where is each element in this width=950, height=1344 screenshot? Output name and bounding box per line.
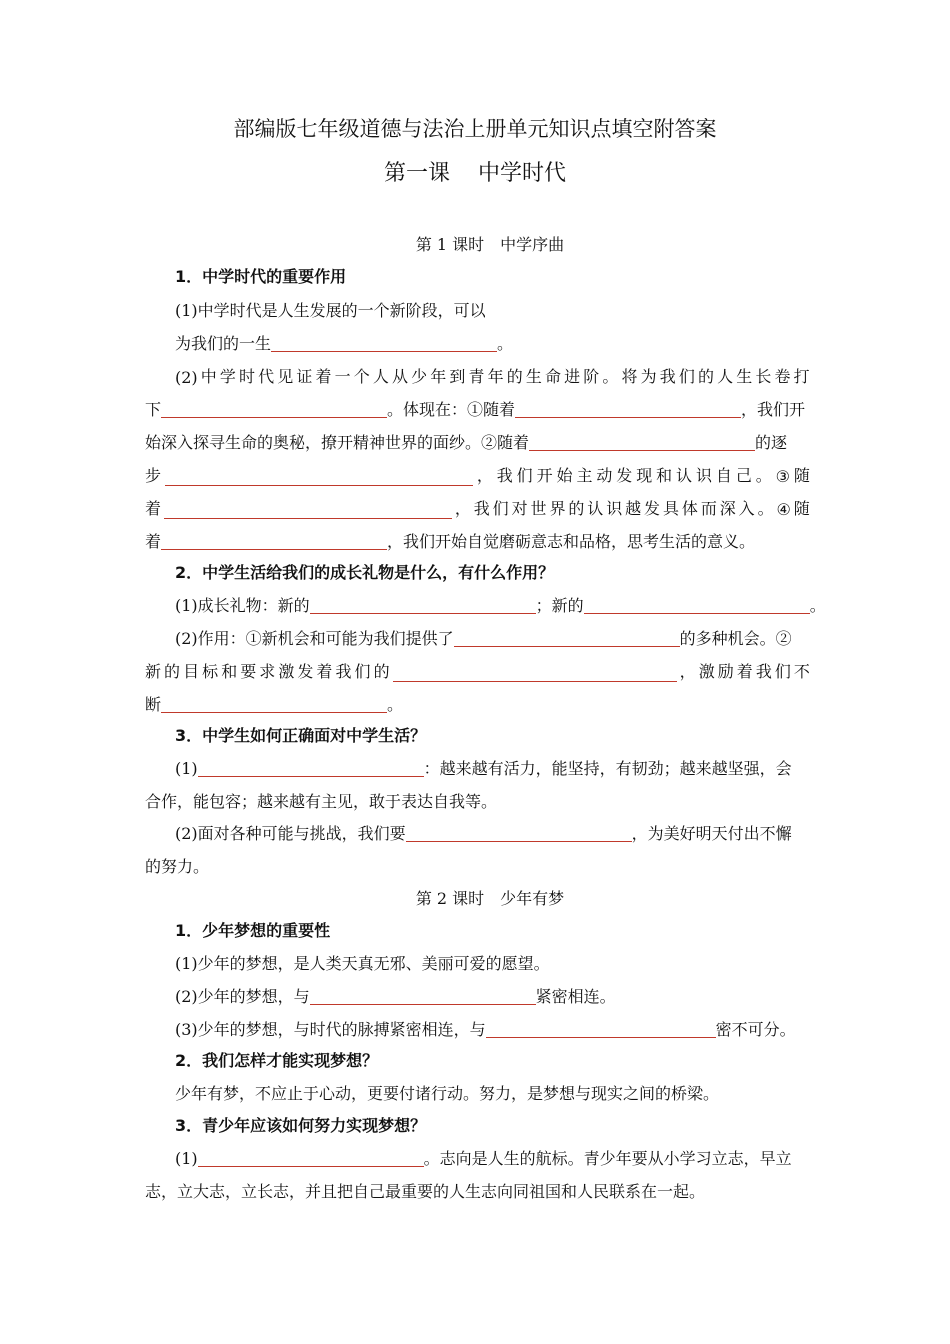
- fill-blank: [529, 434, 755, 451]
- fill-blank: [198, 1150, 424, 1167]
- fill-blank: [393, 665, 677, 682]
- fill-blank: [454, 630, 680, 647]
- fill-blank: [164, 502, 452, 519]
- fill-blank: [198, 760, 424, 777]
- paragraph-line: 着 ，我们开始自觉磨砺意志和品格，思考生活的意义。: [145, 532, 756, 551]
- question-heading: 1．少年梦想的重要性: [175, 921, 331, 940]
- paragraph-line: (1)中学时代是人生发展的一个新阶段，可以: [175, 301, 486, 320]
- paragraph-line: 志，立大志，立长志，并且把自己最重要的人生志向同祖国和人民联系在一起。: [145, 1182, 706, 1201]
- paragraph-line: 始深入探寻生命的奥秘，撩开精神世界的面纱。②随着 的逐: [145, 433, 788, 452]
- paragraph-line: 断 。: [145, 695, 404, 714]
- question-heading: 3．青少年应该如何努力实现梦想？: [175, 1116, 427, 1135]
- paragraph-line: 合作，能包容；越来越有主见，敢于表达自我等。: [145, 792, 498, 811]
- paragraph-line: (1)少年的梦想，是人类天真无邪、美丽可爱的愿望。: [175, 954, 550, 973]
- document-title: 部编版七年级道德与法治上册单元知识点填空附答案: [233, 117, 717, 141]
- fill-blank: [310, 597, 536, 614]
- fill-blank: [310, 988, 536, 1005]
- paragraph-line: 着 ， 我 们 对 世 界 的 认 识 越 发 具 体 而 深 入 。 ④ 随: [145, 499, 810, 519]
- fill-blank: [161, 533, 387, 550]
- question-heading: 3．中学生如何正确面对中学生活？: [175, 726, 427, 745]
- paragraph-line: (1)成长礼物：新的 ；新的 。: [175, 596, 826, 615]
- fill-blank: [584, 597, 810, 614]
- paragraph-line: (2)作用：①新机会和可能为我们提供了 的多种机会。②: [175, 629, 792, 648]
- paragraph-line: 少年有梦，不应止于心动，更要付诸行动。努力，是梦想与现实之间的桥梁。: [175, 1084, 720, 1103]
- paragraph-line: 的努力。: [145, 857, 210, 876]
- section-title-1: 第 1 课时 中学序曲: [415, 235, 565, 254]
- paragraph-line: 下 。体现在：①随着 ，我们开: [145, 400, 806, 419]
- question-heading: 2．中学生活给我们的成长礼物是什么，有什么作用？: [175, 563, 555, 582]
- paragraph-line: (1) ：越来越有活力，能坚持，有韧劲；越来越坚强，会: [175, 759, 792, 778]
- paragraph-line: (2)面对各种可能与挑战，我们要 ，为美好明天付出不懈: [175, 824, 792, 843]
- fill-blank: [161, 401, 387, 418]
- fill-blank: [515, 401, 741, 418]
- paragraph-line: (2) 中 学 时 代 见 证 着 一 个 人 从 少 年 到 青 年 的 生 命 进 阶 。 将 为 我 们 的 人 生 长 卷 打: [175, 367, 810, 387]
- section-title-2: 第 2 课时 少年有梦: [415, 889, 565, 908]
- fill-blank: [165, 469, 473, 486]
- fill-blank: [486, 1021, 716, 1038]
- paragraph-line: (1) 。志向是人生的航标。青少年要从小学习立志，早立: [175, 1149, 792, 1168]
- paragraph-line: (3)少年的梦想，与时代的脉搏紧密相连，与 密不可分。: [175, 1020, 796, 1039]
- fill-blank: [406, 825, 632, 842]
- question-heading: 2．我们怎样才能实现梦想？: [175, 1051, 379, 1070]
- paragraph-line: 步 ， 我 们 开 始 主 动 发 现 和 认 识 自 己 。 ③ 随: [145, 466, 810, 486]
- fill-blank: [161, 696, 387, 713]
- paragraph-line: 新 的 目 标 和 要 求 激 发 着 我 们 的 ， 激 励 着 我 们 不: [145, 662, 810, 681]
- paragraph-line: 为我们的一生 。: [175, 334, 514, 353]
- lesson-title: 第一课 中学时代: [383, 161, 567, 186]
- paragraph-line: (2)少年的梦想，与 紧密相连。: [175, 987, 616, 1006]
- question-heading: 1．中学时代的重要作用: [175, 267, 347, 286]
- fill-blank: [271, 335, 497, 352]
